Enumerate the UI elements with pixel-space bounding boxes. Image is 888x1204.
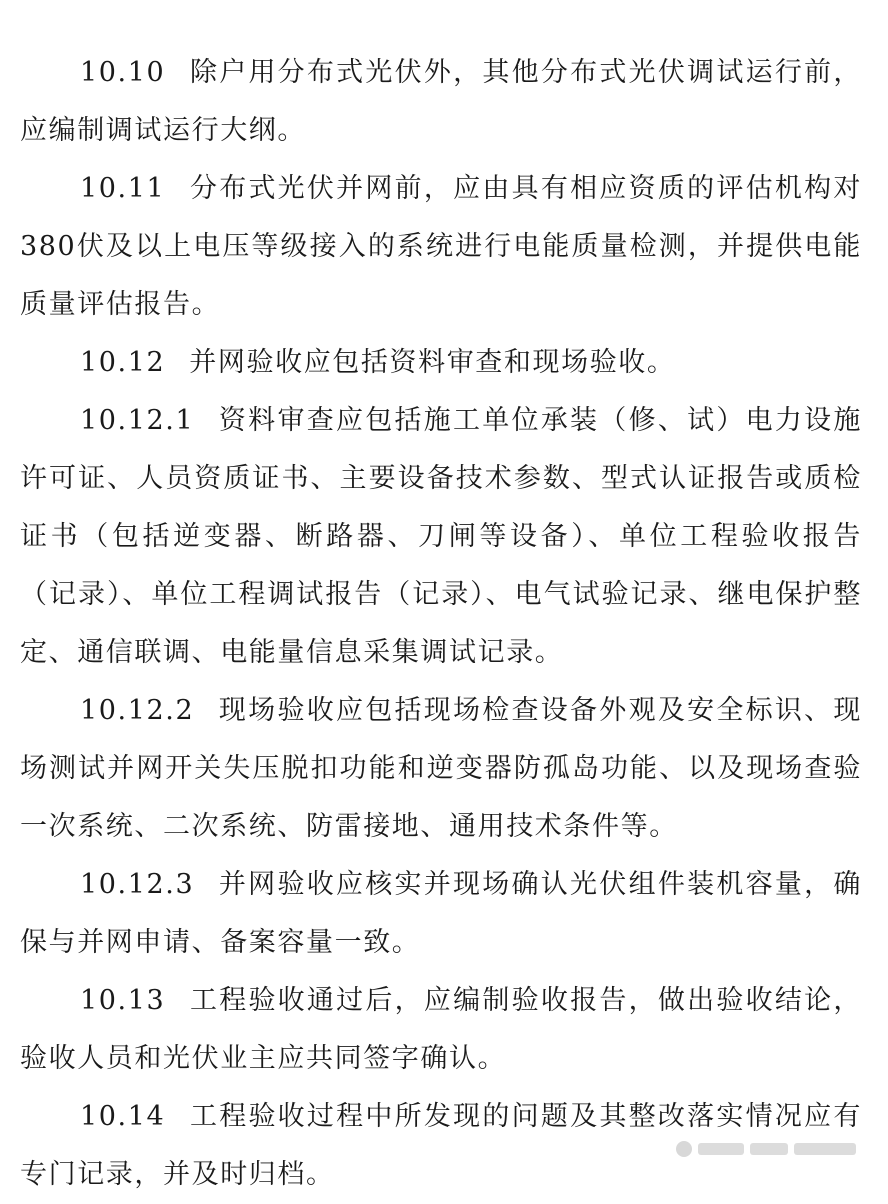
watermark-text-block — [794, 1143, 856, 1155]
clause-text: 除户用分布式光伏外，其他分布式光伏调试运行前，应编制调试运行大纲。 — [20, 57, 862, 146]
clause-number: 10.10 — [80, 57, 166, 88]
clause-text: 现场验收应包括现场检查设备外观及安全标识、现场测试并网开关失压脱扣功能和逆变器防孤岛功能、以及现场查验一次系统、二次系统、防雷接地、通用技术条件等。 — [20, 695, 862, 842]
clause-number: 10.12 — [80, 347, 166, 378]
clause-text: 工程验收通过后，应编制验收报告，做出验收结论，验收人员和光伏业主应共同签字确认。 — [20, 985, 862, 1074]
clause-10-12-2 — [20, 682, 862, 856]
watermark-text-block — [698, 1143, 744, 1155]
clause-10-12 — [20, 334, 862, 392]
clause-10-13 — [20, 972, 862, 1088]
watermark-text-block — [750, 1143, 788, 1155]
blurred-watermark — [676, 1140, 862, 1158]
clause-10-12-3 — [20, 856, 862, 972]
clause-10-12-1 — [20, 392, 862, 682]
clause-text: 资料审查应包括施工单位承装（修、试）电力设施许可证、人员资质证书、主要设备技术参数、型式认证报告或质检证书（包括逆变器、断路器、刀闸等设备）、单位工程验收报告（记录）、单位工程调试报告（记录）、电气试验记录、继电保护整定、通信联调、电能量信息采集调试记录。 — [20, 405, 862, 668]
document-body — [20, 44, 862, 1204]
clause-number: 10.11 — [80, 173, 166, 204]
clause-number: 10.13 — [80, 985, 166, 1016]
watermark-logo-icon — [676, 1141, 692, 1157]
clause-number: 10.12.3 — [80, 869, 195, 900]
clause-number: 10.14 — [80, 1101, 166, 1132]
clause-number: 10.12.1 — [80, 405, 195, 436]
clause-text: 分布式光伏并网前，应由具有相应资质的评估机构对380伏及以上电压等级接入的系统进行电能质量检测，并提供电能质量评估报告。 — [20, 173, 862, 320]
clause-text: 并网验收应包括资料审查和现场验收。 — [189, 347, 676, 378]
clause-text: 并网验收应核实并现场确认光伏组件装机容量，确保与并网申请、备案容量一致。 — [20, 869, 862, 958]
clause-text: 工程验收过程中所发现的问题及其整改落实情况应有专门记录，并及时归档。 — [20, 1101, 862, 1190]
clause-10-10 — [20, 44, 862, 160]
clause-10-11 — [20, 160, 862, 334]
clause-number: 10.12.2 — [80, 695, 195, 726]
